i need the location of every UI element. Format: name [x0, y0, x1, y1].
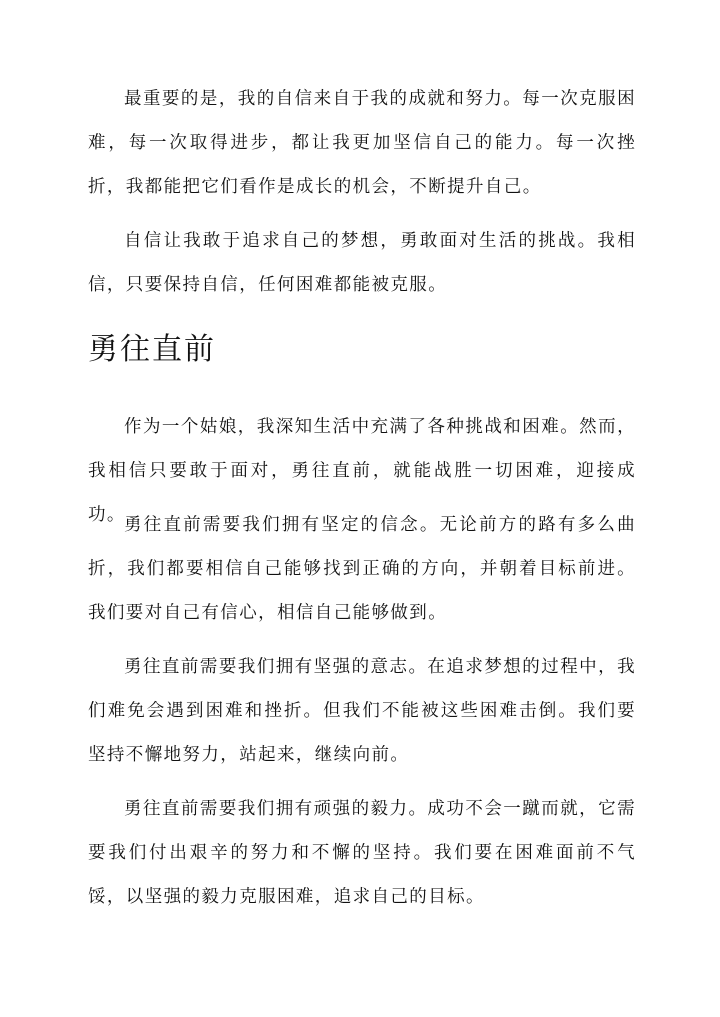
section-heading: 勇往直前 — [88, 332, 216, 367]
paragraph: 勇往直前需要我们拥有坚强的意志。在追求梦想的过程中，我们难免会遇到困难和挫折。但我们不能被这些困难击倒。我们要坚持不懈地努力，站起来，继续向前。 — [88, 657, 636, 765]
paragraph: 作为一个姑娘，我深知生活中充满了各种挑战和困难。然而，我相信只要敢于面对，勇往直前，就能战胜一切困难，迎接成功。 — [88, 417, 636, 525]
paragraph: 勇往直前需要我们拥有顽强的毅力。成功不会一蹴而就，它需要我们付出艰辛的努力和不懈的坚持。我们要在困难面前不气馁，以坚强的毅力克服困难，追求自己的目标。 — [88, 799, 636, 907]
paragraph: 最重要的是，我的自信来自于我的成就和努力。每一次克服困难，每一次取得进步，都让我更加坚信自己的能力。每一次挫折，我都能把它们看作是成长的机会，不断提升自己。 — [88, 89, 636, 197]
paragraph: 勇往直前需要我们拥有坚定的信念。无论前方的路有多么曲折，我们都要相信自己能够找到正确的方向，并朝着目标前进。我们要对自己有信心，相信自己能够做到。 — [88, 515, 636, 623]
paragraph: 自信让我敢于追求自己的梦想，勇敢面对生活的挑战。我相信，只要保持自信，任何困难都能被克服。 — [88, 231, 636, 295]
